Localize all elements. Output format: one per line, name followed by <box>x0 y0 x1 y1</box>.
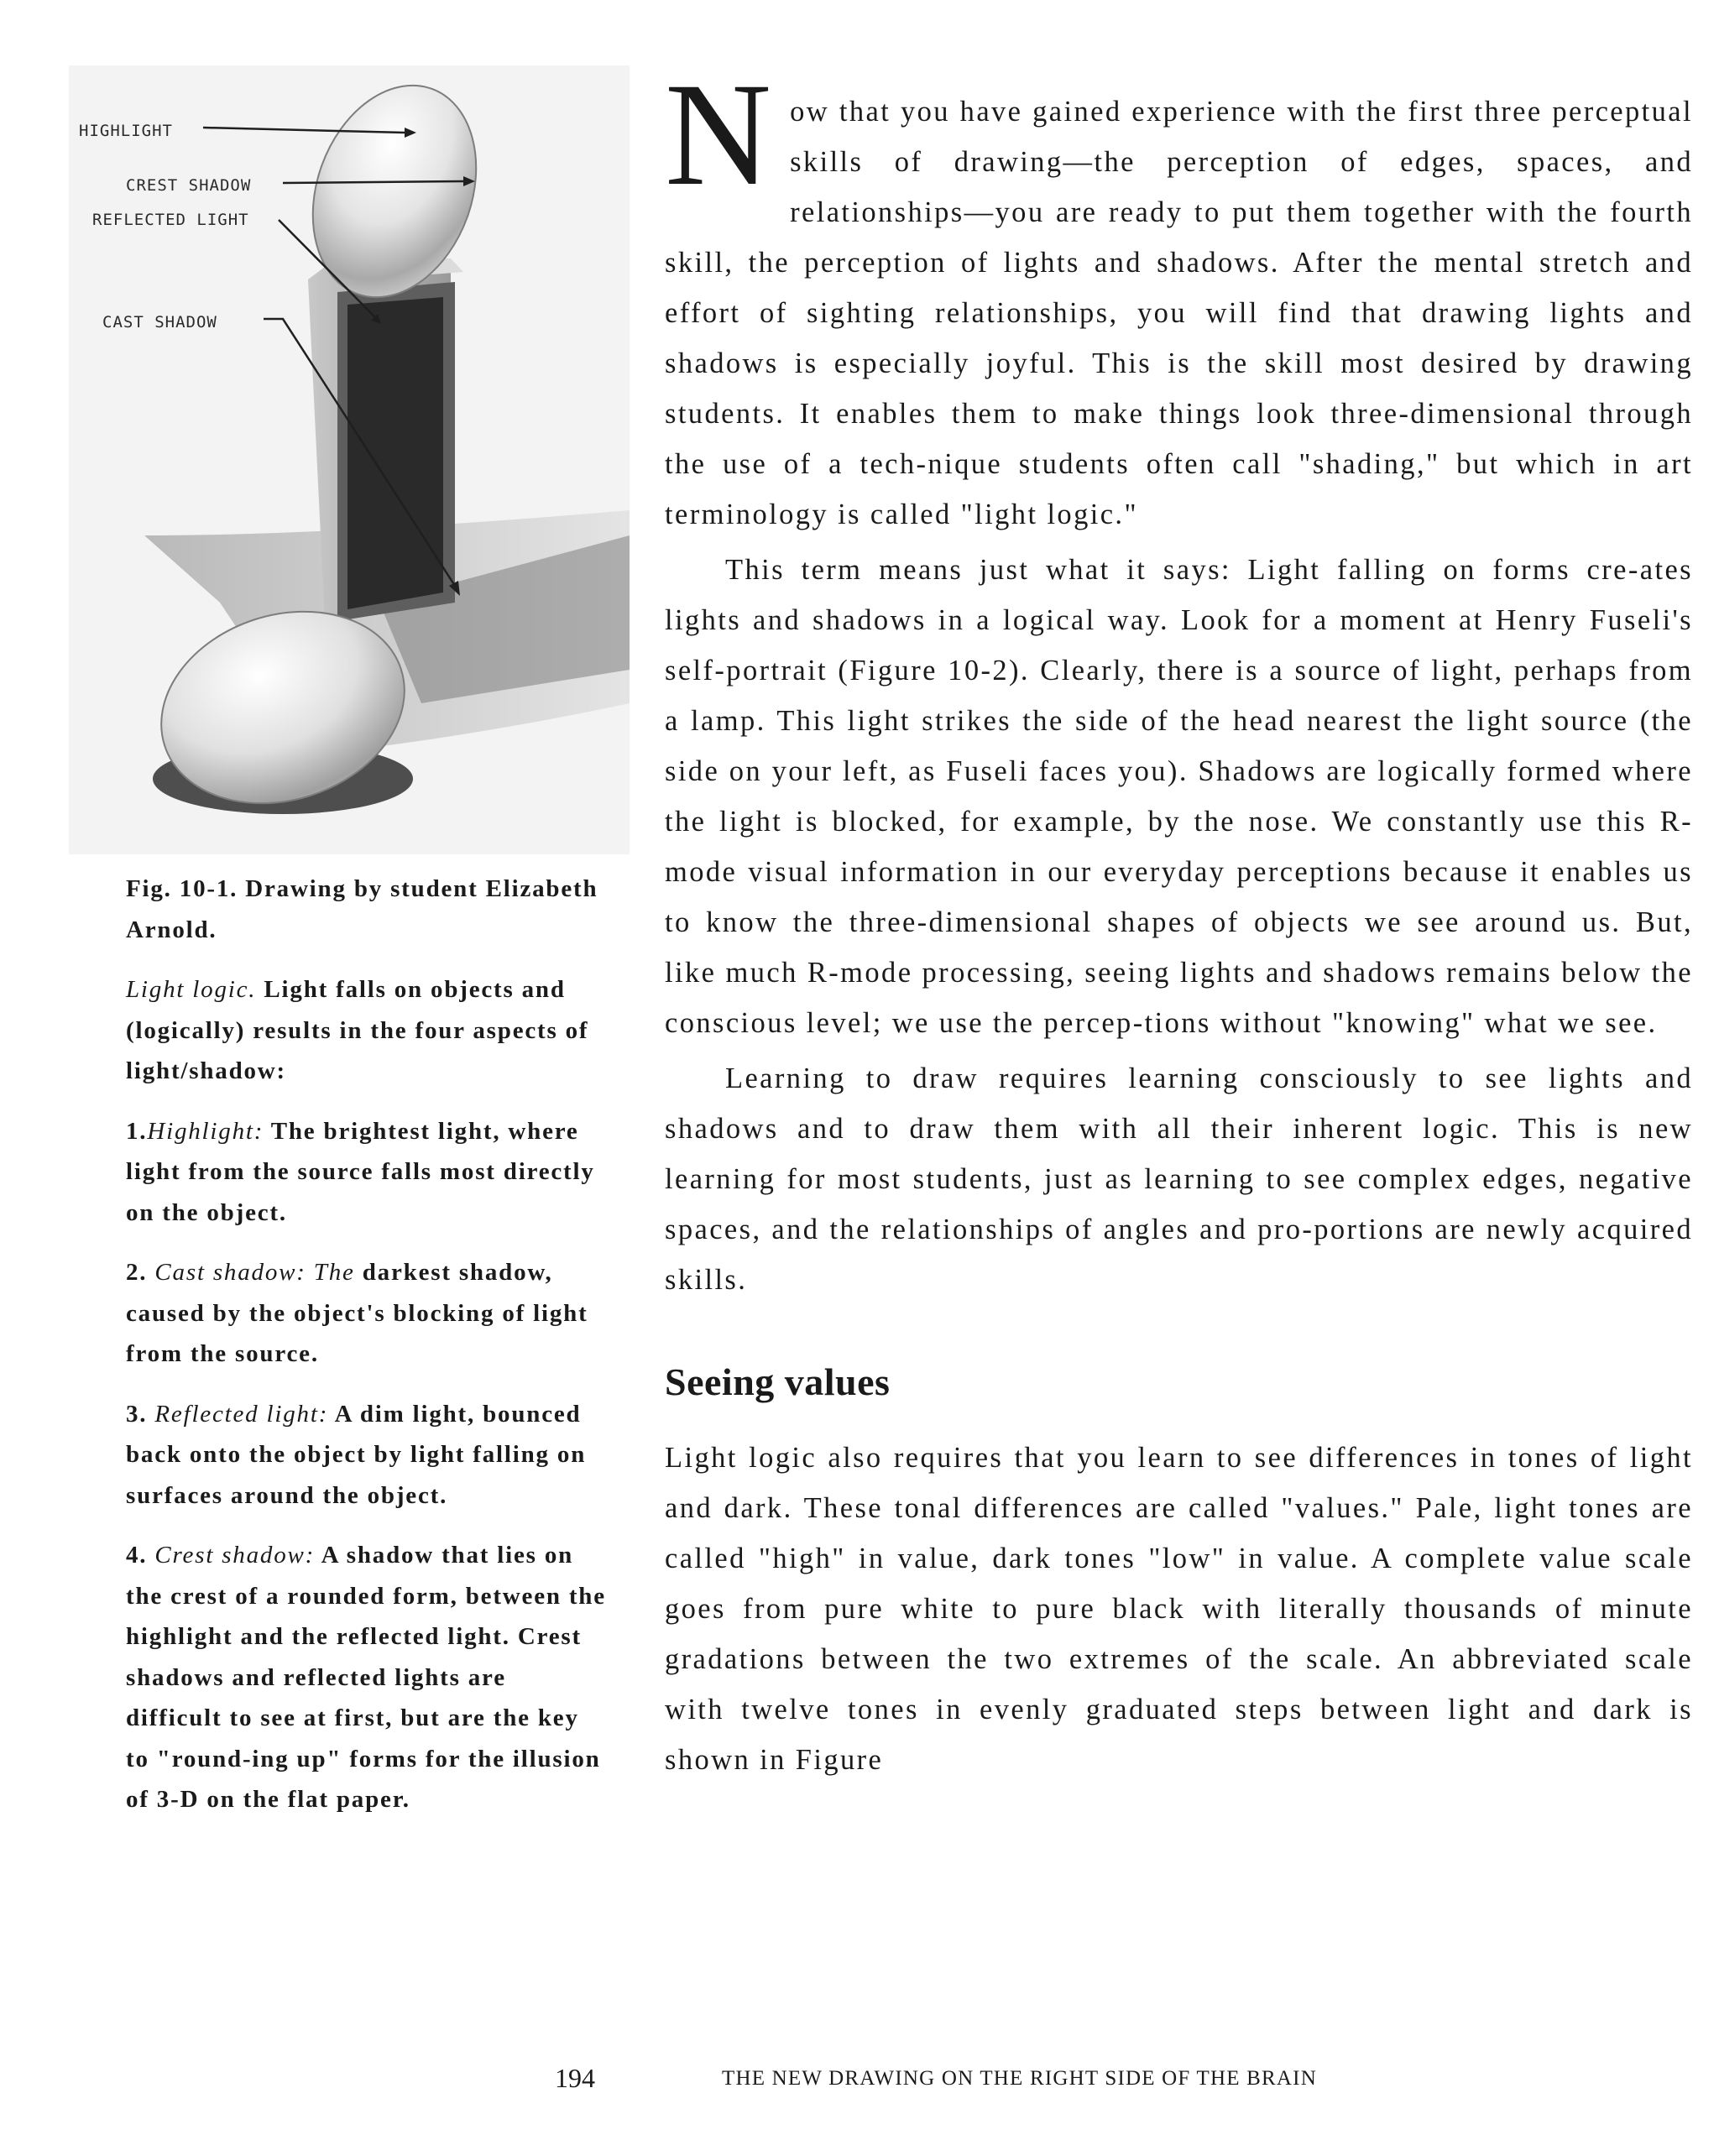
caption-intro <box>126 969 609 1092</box>
caption-item-cast-shadow <box>126 1252 609 1375</box>
caption-item-term: Crest shadow: <box>147 1542 316 1569</box>
caption-item-highlight <box>126 1111 609 1234</box>
figure-caption <box>126 869 609 1840</box>
figure-drawing <box>69 65 630 854</box>
drop-cap: N <box>665 53 772 217</box>
block-front-face <box>347 297 443 609</box>
caption-title: Fig. 10-1. Drawing by student Elizabeth Arnold. <box>126 875 598 943</box>
caption-item-reflected-light <box>126 1394 609 1517</box>
label-cast-shadow: CAST SHADOW <box>102 313 217 331</box>
page-number: 194 <box>555 2063 595 2093</box>
caption-item-text: A shadow that lies on the crest of a rounded form, between the highlight and the reflected light. Crest shadows and reflected lights are difficult to see at first, but are the key to "round-ing up" forms for the illusion of 3-D on the flat paper. <box>126 1542 606 1813</box>
caption-item-number: 1. <box>126 1117 148 1145</box>
caption-item-number: 2. <box>126 1259 148 1286</box>
caption-item-number: 3. <box>126 1400 148 1428</box>
caption-item-text: darkest shadow, caused by the object's blocking of light from the source. <box>126 1259 588 1367</box>
paragraph-1-text: ow that you have gained experience with the first three perceptual skills of drawing—the perception of edges, spaces, and relationships—you are ready to put them together with the fourth skill, the perception of lights and shadows. After the mental stretch and effort of sighting relationships, you will find that drawing lights and shadows is especially joyful. This is the skill most desired by drawing students. It enables them to make things look three-dimensional through the use of a tech-nique students often call "shading," but which in art terminology is called "light logic." <box>665 96 1693 530</box>
caption-intro-text: Light falls on objects and (logically) results in the four aspects of light/shadow: <box>126 976 589 1084</box>
paragraph-2: This term means just what it says: Light falling on forms cre-ates lights and shadows in a logical way. Look for a moment at Henry Fuseli's self-portrait (Figure 10-2). Clearly, there is a source of light, perhaps from a lamp. This light strikes the side of the head nearest the light source (the side on your left, as Fuseli faces you). Shadows are logically formed where the light is blocked, for example, by the nose. We constantly use this R-mode visual information in our everyday perceptions because it enables us to know the three-dimensional shapes of objects we see around us. But, like much R-mode processing, seeing lights and shadows remains below the conscious level; we use the percep-tions without "knowing" what we see. <box>665 554 1693 1039</box>
caption-item-text: A dim light, bounced back onto the object by light falling on surfaces around the object. <box>126 1400 587 1509</box>
pencil-drawing-illustration <box>69 65 630 854</box>
running-title: THE NEW DRAWING ON THE RIGHT SIDE OF THE BRAIN <box>722 2067 1317 2090</box>
label-reflected-light: REFLECTED LIGHT <box>92 211 249 229</box>
label-highlight: HIGHLIGHT <box>79 122 173 140</box>
caption-item-term: Cast shadow: The <box>147 1259 355 1286</box>
caption-item-term: Reflected light: <box>147 1400 329 1428</box>
section-heading: Seeing values <box>665 1360 891 1403</box>
caption-item-term: Highlight: <box>147 1117 264 1145</box>
paragraph-1 <box>665 53 1693 540</box>
main-text <box>665 53 1693 1790</box>
caption-item-crest-shadow <box>126 1535 609 1820</box>
paragraph-4: Light logic also requires that you learn to see differences in tones of light and dark. These tonal differences are called "values." Pale, light tones are called "high" in value, dark tones "low" in value. A complete value scale goes from pure white to pure black with literally thousands of minute gradations between the two extremes of the scale. An abbreviated scale with twelve tones in evenly graduated steps between light and dark is shown in Figure <box>665 1442 1693 1776</box>
label-crest-shadow: CREST SHADOW <box>126 176 252 195</box>
caption-item-number: 4. <box>126 1542 148 1569</box>
caption-intro-term: Light logic. <box>126 976 257 1003</box>
caption-item-text: The brightest light, where light from the source falls most directly on the object. <box>126 1117 595 1226</box>
paragraph-3: Learning to draw requires learning consciously to see lights and shadows and to draw them with all their inherent logic. This is new learning for most students, just as learning to see complex edges, negative spaces, and the relationships of angles and pro-portions are newly acquired skills. <box>665 1062 1693 1296</box>
